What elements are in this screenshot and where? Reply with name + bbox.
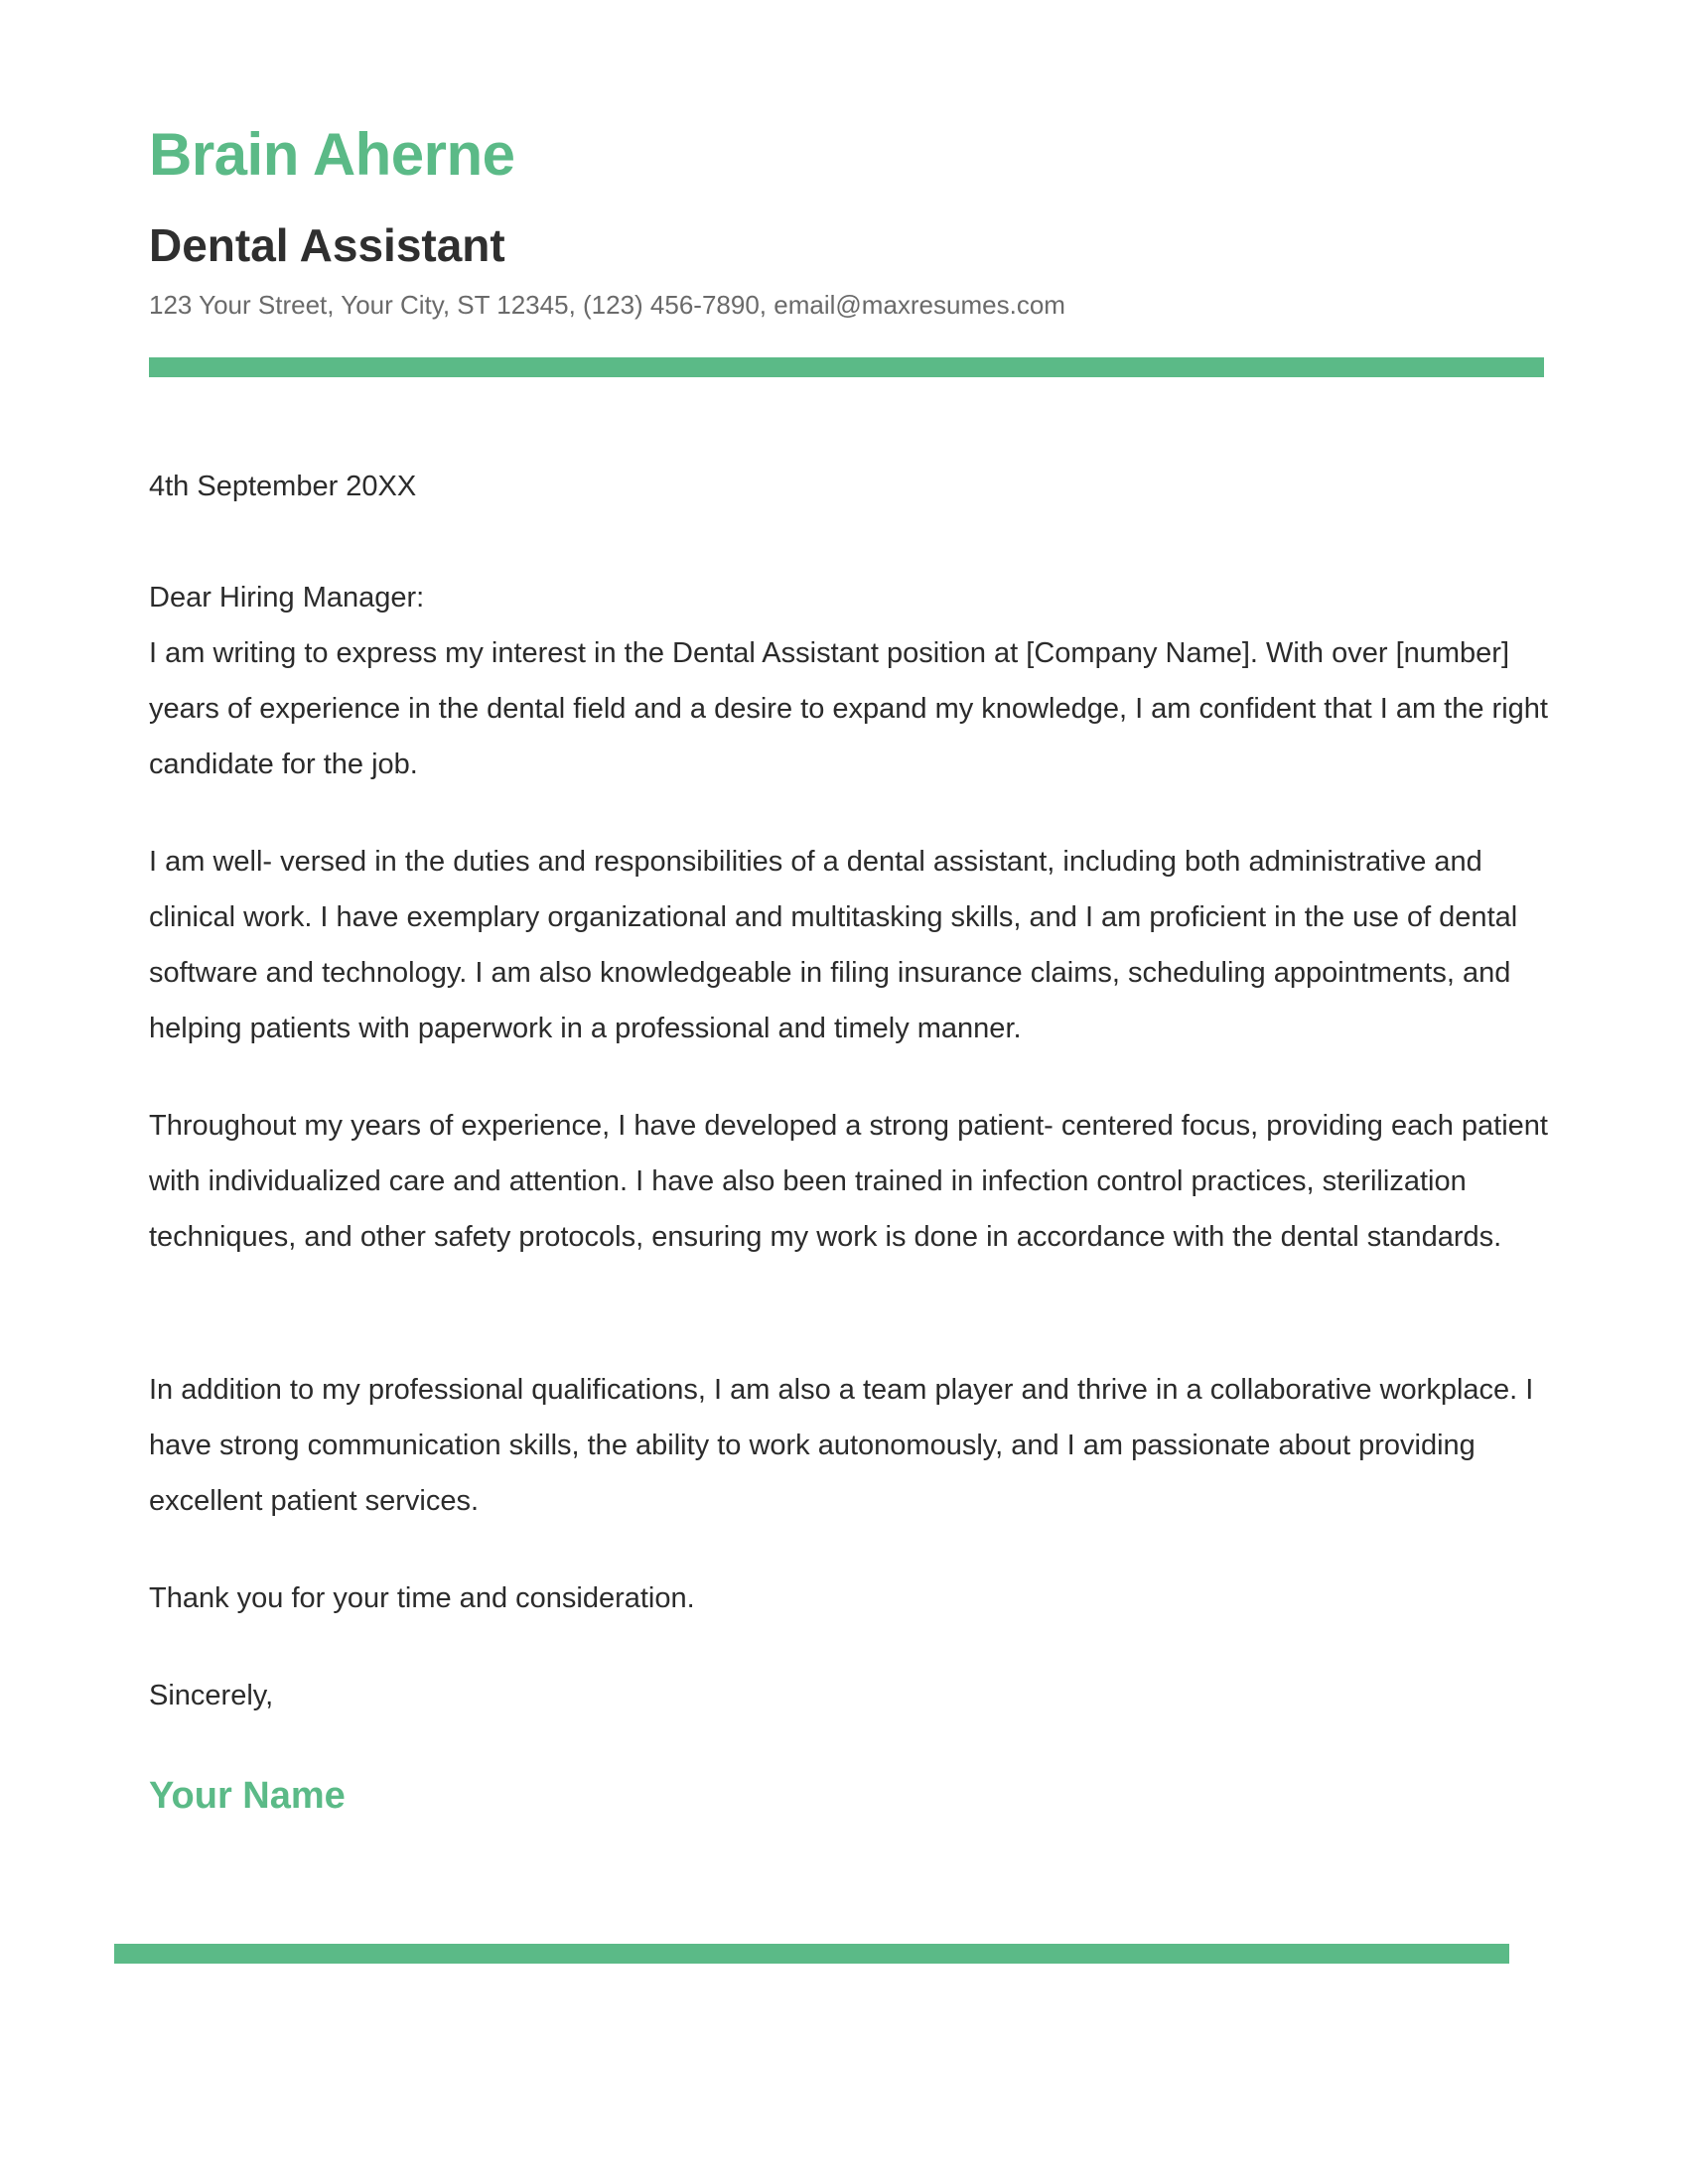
body-paragraph-3	[149, 1098, 1549, 1265]
letter-greeting: Dear Hiring Manager:	[149, 582, 425, 614]
contact-info: 123 Your Street, Your City, ST 12345, (123) 456-7890, email@maxresumes.com	[149, 290, 1065, 320]
paragraph-text: I am writing to express my interest in the Dental Assistant position at [Company Name]. With over [number] years of experience in the dental field and a desire to expand my knowledge, I am confident that I am the right candidate for the job.	[149, 637, 1548, 780]
paragraph-text: Throughout my years of experience, I have developed a strong patient- centered focus, providing each patient with individualized care and attention. I have also been trained in infection control practices, sterilization techniques, and other safety protocols, ensuring my work is done in accordance with the dental standards.	[149, 1110, 1548, 1253]
signature-name: Your Name	[149, 1775, 346, 1817]
applicant-name: Brain Aherne	[149, 121, 515, 188]
footer-divider	[114, 1944, 1509, 1964]
body-paragraph-4	[149, 1362, 1549, 1529]
paragraph-text: In addition to my professional qualifications, I am also a team player and thrive in a collaborative workplace. I have strong communication skills, the ability to work autonomously, and I am passionate about providing excellent patient services.	[149, 1374, 1534, 1517]
body-paragraph-2	[149, 834, 1549, 1056]
letter-date: 4th September 20XX	[149, 471, 417, 502]
paragraph-text: I am well- versed in the duties and responsibilities of a dental assistant, including both administrative and clinical work. I have exemplary organizational and multitasking skills, and I am proficient in the use of dental software and technology. I am also knowledgeable in filing insurance claims, scheduling appointments, and helping patients with paperwork in a professional and timely manner.	[149, 846, 1518, 1044]
header-divider	[149, 357, 1544, 377]
body-paragraph-1	[149, 625, 1549, 792]
closing-line: Sincerely,	[149, 1680, 274, 1711]
job-title: Dental Assistant	[149, 219, 505, 271]
thanks-line: Thank you for your time and consideration.	[149, 1582, 695, 1614]
